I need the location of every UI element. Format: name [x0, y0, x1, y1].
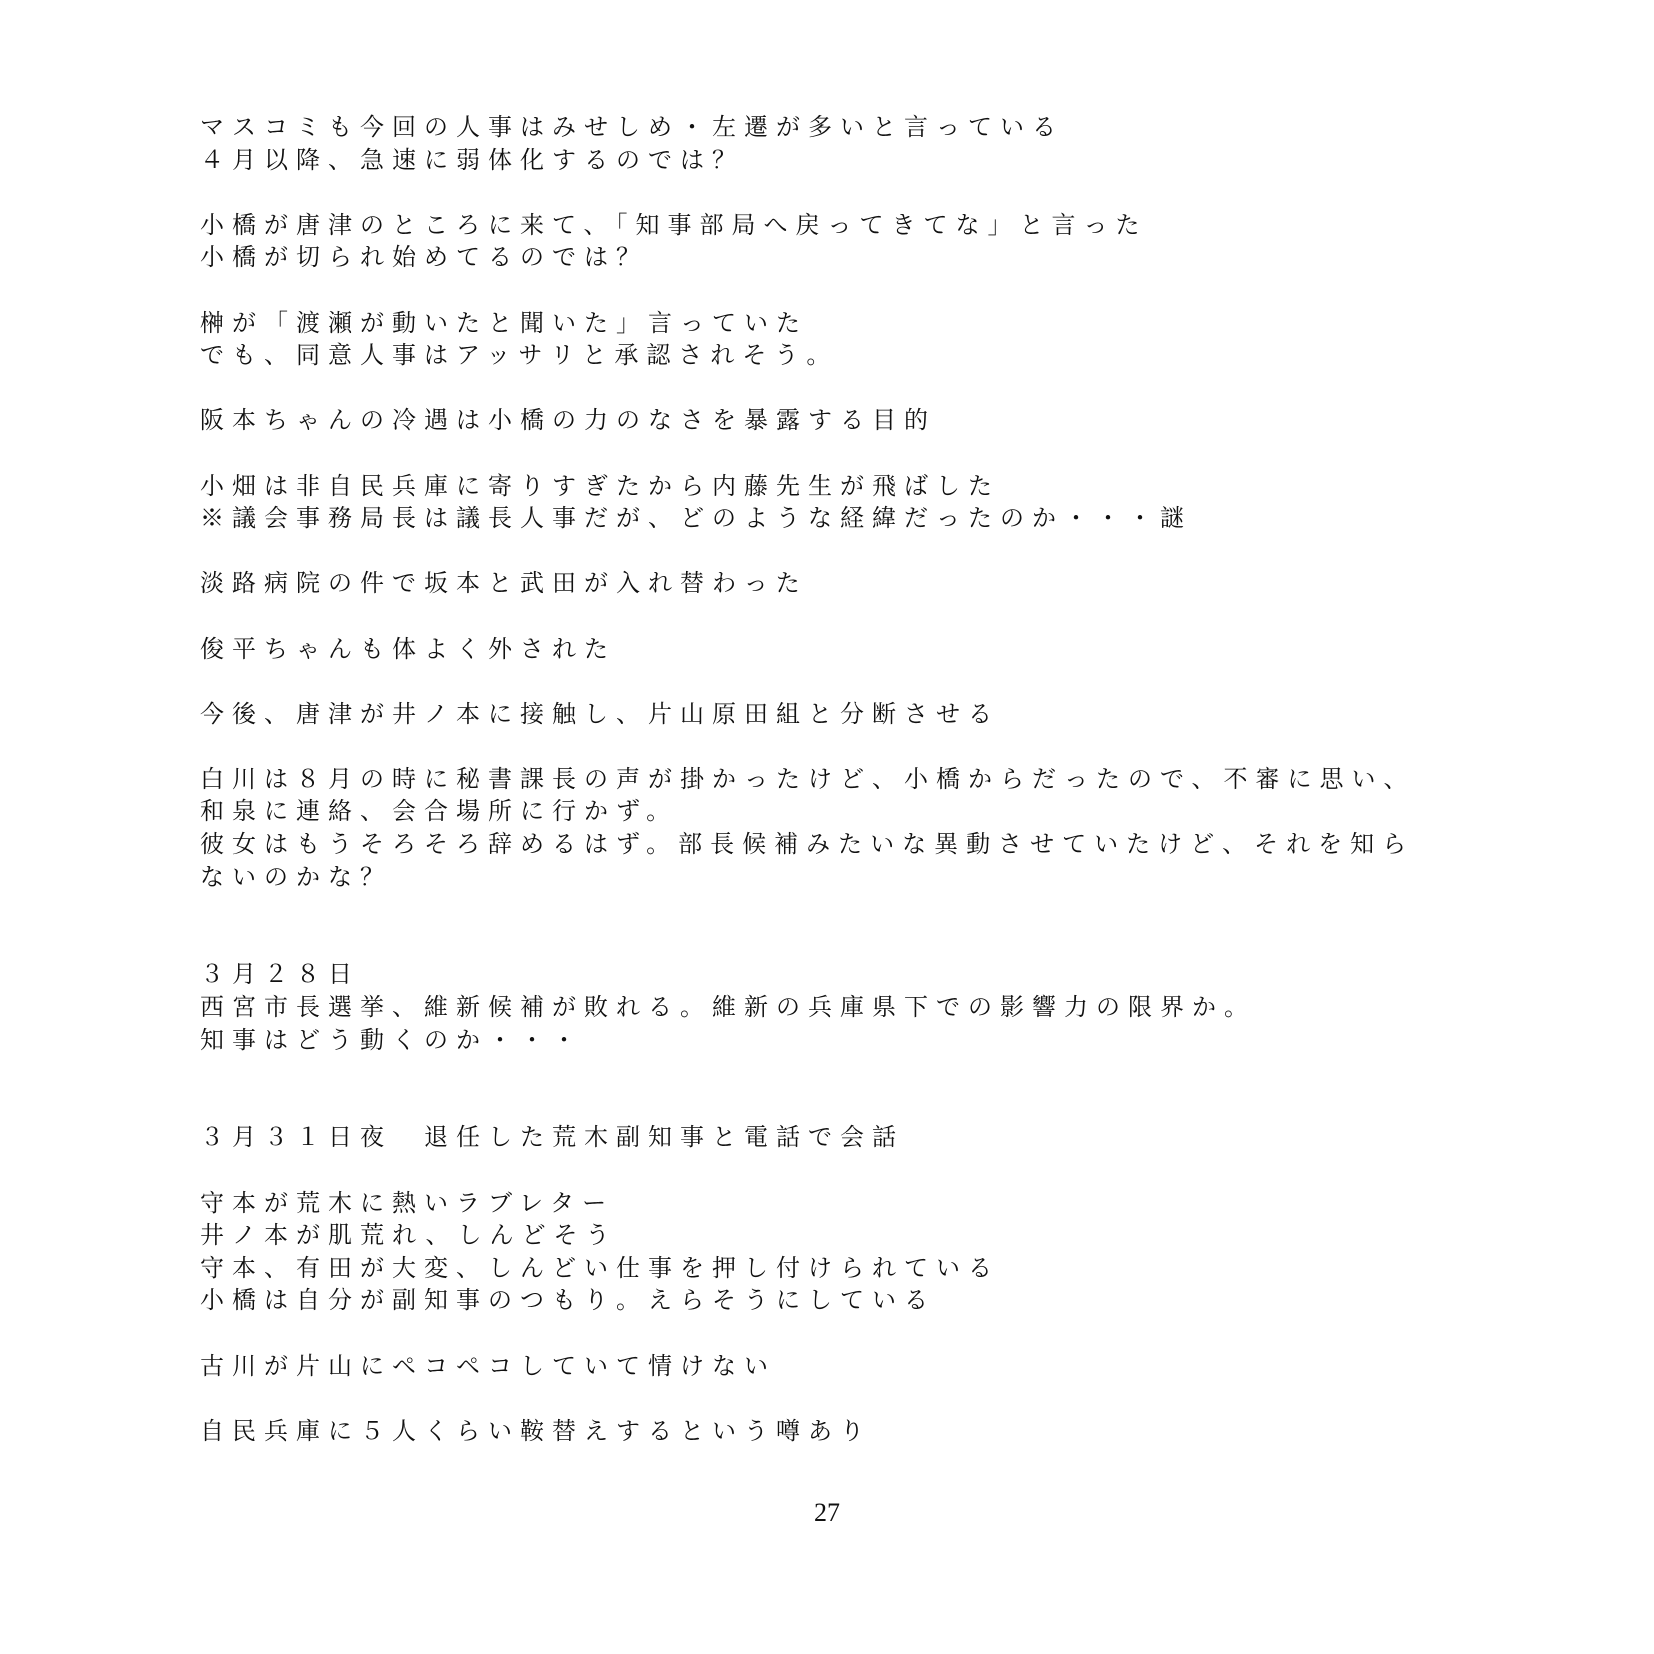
blank-line [200, 437, 1500, 470]
blank-line [200, 535, 1500, 568]
text-line: 知事はどう動くのか・・・ [200, 1025, 584, 1054]
blank-line [200, 1317, 1500, 1350]
blank-line [200, 372, 1500, 405]
text-line: 小橋が唐津のところに来て、「知事部局へ戻ってきてな」と言った [200, 210, 1148, 239]
blank-line [200, 176, 1500, 209]
text-line: 小畑は非自民兵庫に寄りすぎたから内藤先生が飛ばした [200, 471, 1000, 500]
page-number: 27 [814, 1498, 840, 1527]
text-line: 白川は８月の時に秘書課長の声が掛かったけど、小橋からだったので、不審に思い、 [200, 764, 1416, 793]
page-body [200, 111, 1500, 1447]
text-line: 守本が荒木に熱いラブレター [200, 1188, 615, 1217]
text-line: 守本、有田が大変、しんどい仕事を押し付けられている [200, 1253, 1000, 1282]
text-line: 淡路病院の件で坂本と武田が入れ替わった [200, 569, 808, 598]
blank-line [200, 600, 1500, 633]
text-line: 和泉に連絡、会合場所に行かず。 [200, 797, 679, 826]
text-line: 古川が片山にペコペコしていて情けない [200, 1351, 776, 1380]
blank-line [200, 274, 1500, 307]
blank-line [200, 730, 1500, 763]
text-line: ないのかな？ [200, 862, 392, 891]
text-line: ４月以降、急速に弱体化するのでは？ [200, 145, 744, 174]
text-line: でも、同意人事はアッサリと承認されそう。 [200, 341, 839, 370]
text-line: 俊平ちゃんも体よく外された [200, 634, 616, 663]
text-line: ※議会事務局長は議長人事だが、どのような経緯だったのか・・・謎 [200, 504, 1192, 533]
text-line: 西宮市長選挙、維新候補が敗れる。維新の兵庫県下での影響力の限界か。 [200, 993, 1256, 1022]
date-heading: ３月３１日夜 退任した荒木副知事と電話で会話 [200, 1123, 904, 1152]
blank-line [200, 665, 1500, 698]
text-line: 小橋が切られ始めてるのでは？ [200, 243, 648, 272]
text-line: 彼女はもうそろそろ辞めるはず。部長候補みたいな異動させていたけど、それを知ら [200, 830, 1415, 859]
blank-line [200, 893, 1500, 958]
date-heading: ３月２８日 [200, 960, 360, 989]
text-line: マスコミも今回の人事はみせしめ・左遷が多いと言っている [200, 113, 1064, 141]
text-line: 自民兵庫に５人くらい鞍替えするという噂あり [200, 1416, 872, 1445]
blank-line [200, 1154, 1500, 1187]
text-line: 今後、唐津が井ノ本に接触し、片山原田組と分断させる [200, 699, 1000, 728]
blank-line [200, 1056, 1500, 1121]
text-line: 井ノ本が肌荒れ、しんどそう [200, 1221, 618, 1250]
text-line: 小橋は自分が副知事のつもり。えらそうにしている [200, 1286, 936, 1315]
blank-line [200, 1382, 1500, 1415]
text-line: 阪本ちゃんの冷遇は小橋の力のなさを暴露する目的 [200, 406, 936, 435]
text-line: 榊が「渡瀬が動いたと聞いた」言っていた [200, 308, 808, 337]
